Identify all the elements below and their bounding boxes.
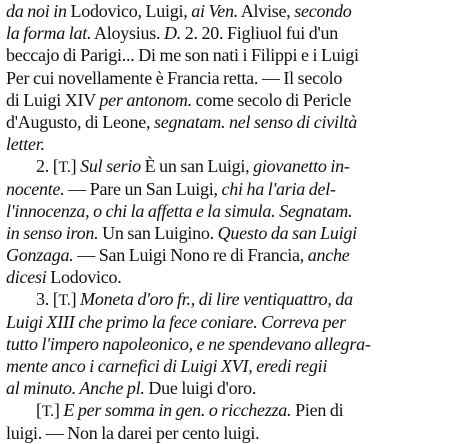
roman-text: Pien di: [291, 400, 344, 421]
italic-text: al minuto. Anche pl.: [6, 378, 145, 399]
roman-text: Un san Luigino.: [98, 222, 218, 243]
italic-text: Gonzaga.: [6, 245, 74, 266]
entry-line: [6, 422, 464, 444]
entry-line: [6, 377, 464, 399]
italic-text: ai Ven.: [191, 1, 238, 21]
roman-text: beccajo di Parigi... Di me son nati i Filippi e i Luigi: [6, 45, 359, 66]
entry-line: [6, 155, 464, 177]
entry-line: [6, 111, 464, 133]
roman-text: Per cui novellamente è Francia retta. — Il secolo: [6, 67, 343, 88]
italic-text: la forma lat.: [6, 23, 92, 44]
entry-line: [6, 0, 464, 22]
entry-line: [6, 67, 464, 89]
roman-text: di Luigi XIV: [6, 89, 100, 110]
roman-text: — Pare un San Luigi,: [64, 178, 222, 199]
roman-text: [: [36, 400, 42, 421]
entry-line: [6, 133, 464, 155]
italic-text: in senso iron.: [6, 222, 99, 243]
italic-text: Luigi XIII che primo la fece coniare. Correva per: [6, 311, 346, 332]
italic-text: segnatam. nel senso di civiltà: [153, 111, 357, 132]
roman-text: Alvise,: [238, 1, 295, 21]
italic-text: D.: [164, 23, 182, 44]
italic-text: E per somma in gen. o ricchezza.: [63, 400, 292, 421]
tuscan-marker: T.: [58, 159, 71, 177]
roman-text: Due luigi d'oro.: [144, 378, 257, 399]
italic-text: chi ha l'aria del-: [221, 178, 336, 199]
italic-text: letter.: [6, 134, 45, 155]
entry-line: [6, 200, 464, 222]
roman-text: 3. [: [36, 289, 59, 310]
roman-text: ]: [70, 289, 81, 310]
entry-line: [6, 266, 464, 288]
italic-text: secondo: [294, 1, 352, 21]
entry-line: [6, 89, 464, 111]
italic-text: anche: [307, 245, 350, 266]
entry-line: [6, 244, 464, 266]
italic-text: Sul serio: [80, 156, 141, 177]
italic-text: nocente.: [6, 178, 65, 199]
italic-text: per antonom.: [99, 89, 192, 110]
roman-text: luigi. — Non la darei per cento luigi.: [6, 422, 260, 443]
italic-text: Moneta d'oro fr., di lire ventiquattro, da: [80, 289, 353, 310]
italic-text: mente anco i carnefici di Luigi XVI, eredi regii: [6, 356, 328, 376]
italic-text: da noi in: [6, 1, 67, 21]
entry-line: [6, 399, 464, 421]
entry-line: [6, 355, 464, 377]
roman-text: — San Luigi Nono re di Francia,: [73, 245, 308, 266]
roman-text: 2. [: [36, 156, 59, 177]
italic-text: l'innocenza, o chi la affetta e la simula. Segnatam.: [6, 200, 353, 221]
italic-text: Questo da san Luigi: [217, 222, 357, 243]
roman-text: 2. 20. Figliuol fui d'un: [181, 23, 339, 44]
tuscan-marker: T.: [58, 292, 71, 310]
entry-line: [6, 333, 464, 355]
roman-text: È un san Luigi,: [140, 156, 254, 177]
entry-line: [6, 311, 464, 333]
roman-text: Lodovico, Luigi,: [66, 1, 192, 21]
italic-text: tutto l'impero napoleonico, e ne spendevano allegra-: [6, 333, 371, 354]
entry-line: [6, 22, 464, 44]
roman-text: ]: [53, 400, 64, 421]
entry-line: [6, 178, 464, 200]
tuscan-marker: T.: [41, 403, 54, 421]
italic-text: dicesi: [6, 267, 47, 288]
entry-line: [6, 222, 464, 244]
roman-text: come secolo di Pericle: [191, 89, 352, 110]
entry-line: [6, 44, 464, 66]
roman-text: Lodovico.: [46, 267, 122, 288]
italic-text: giovanetto in-: [253, 156, 350, 177]
entry-line: [6, 288, 464, 310]
roman-text: Aloysius.: [91, 23, 165, 44]
roman-text: d'Augusto, di Leone,: [6, 111, 154, 132]
roman-text: ]: [70, 156, 81, 177]
